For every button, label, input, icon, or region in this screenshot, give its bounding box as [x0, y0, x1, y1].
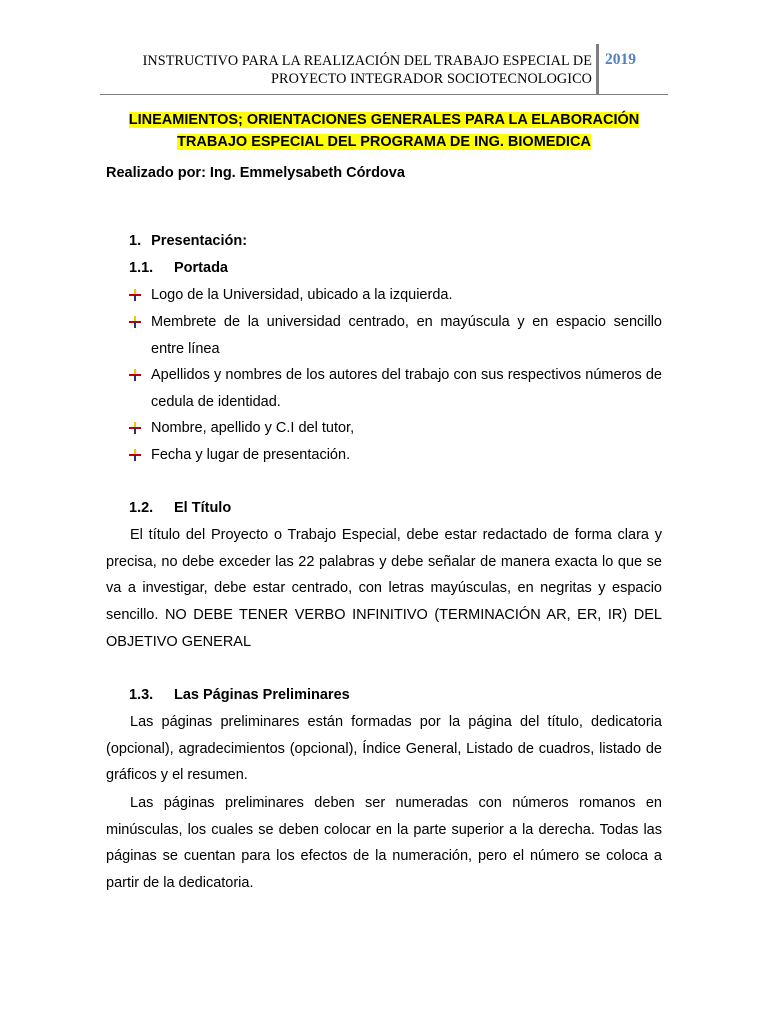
document-title: [100, 110, 668, 153]
titulo-paragraph-text: El título del Proyecto o Trabajo Especial, debe estar redactado de forma clara y precisa, no debe exceder las 22 palabras y debe señalar de manera exacta lo que se va a investigar, debe estar centrado, con letras mayúsculas, en negritas y espacio sencillo. NO DEBE TENER VERBO INFINITIVO (TERMINACIÓN AR, ER, IR) DEL OBJETIVO GENERAL: [106, 527, 662, 650]
author-line: Realizado por: Ing. Emmelysabeth Córdova: [106, 165, 405, 181]
section-number: 1.: [129, 233, 142, 249]
header-year: 2019: [605, 51, 636, 68]
section-number: 1.3.: [129, 687, 154, 703]
section-number: 1.2.: [129, 500, 154, 516]
header-line-2: PROYECTO INTEGRADOR SOCIOTECNOLOGICO: [271, 71, 592, 87]
portada-bullet-2: Membrete de la universidad centrado, en mayúscula y en espacio sencillo entre línea: [151, 314, 662, 357]
preliminares-paragraph-2: [106, 790, 662, 897]
section-title: Presentación:: [151, 233, 248, 249]
header-title: [100, 52, 592, 88]
page-header: [100, 44, 668, 95]
section-title: Las Páginas Preliminares: [174, 687, 350, 703]
portada-bullet-4: Nombre, apellido y C.I del tutor,: [151, 420, 355, 436]
section-presentacion-heading: [129, 233, 247, 249]
preliminares-paragraph-1-text: Las páginas preliminares están formadas por la página del título, dedicatoria (opcional), agradecimientos (opcional), Índice General, Listado de cuadros, listado de gráficos y el resumen.: [106, 714, 662, 784]
portada-bullet-5: Fecha y lugar de presentación.: [151, 447, 351, 463]
title-line-1: LINEAMIENTOS; ORIENTACIONES GENERALES PARA LA ELABORACIÓN: [128, 112, 640, 128]
section-title: Portada: [174, 260, 228, 276]
section-title: El Título: [174, 500, 232, 516]
bullet-arrow-icon: [129, 449, 141, 461]
section-number: 1.1.: [129, 260, 154, 276]
bullet-arrow-icon: [129, 422, 141, 434]
title-line-2: TRABAJO ESPECIAL DEL PROGRAMA DE ING. BIOMEDICA: [177, 133, 591, 150]
header-line-1: INSTRUCTIVO PARA LA REALIZACIÓN DEL TRABAJO ESPECIAL DE: [142, 53, 592, 69]
portada-bullet-3: Apellidos y nombres de los autores del trabajo con sus respectivos números de cedula de identidad.: [151, 367, 662, 410]
bullet-arrow-icon: [129, 316, 141, 328]
preliminares-paragraph-1: [106, 709, 662, 789]
titulo-paragraph: [106, 522, 662, 656]
preliminares-paragraph-2-text: Las páginas preliminares deben ser numeradas con números romanos en minúsculas, los cuales se deben colocar en la parte superior a la derecha. Todas las páginas se cuentan para los efectos de la numeración, pero el número se coloca a partir de la dedicatoria.: [106, 795, 662, 892]
portada-bullet-1: Logo de la Universidad, ubicado a la izquierda.: [151, 287, 453, 303]
bullet-arrow-icon: [129, 289, 141, 301]
header-divider: [596, 44, 599, 94]
bullet-arrow-icon: [129, 369, 141, 381]
